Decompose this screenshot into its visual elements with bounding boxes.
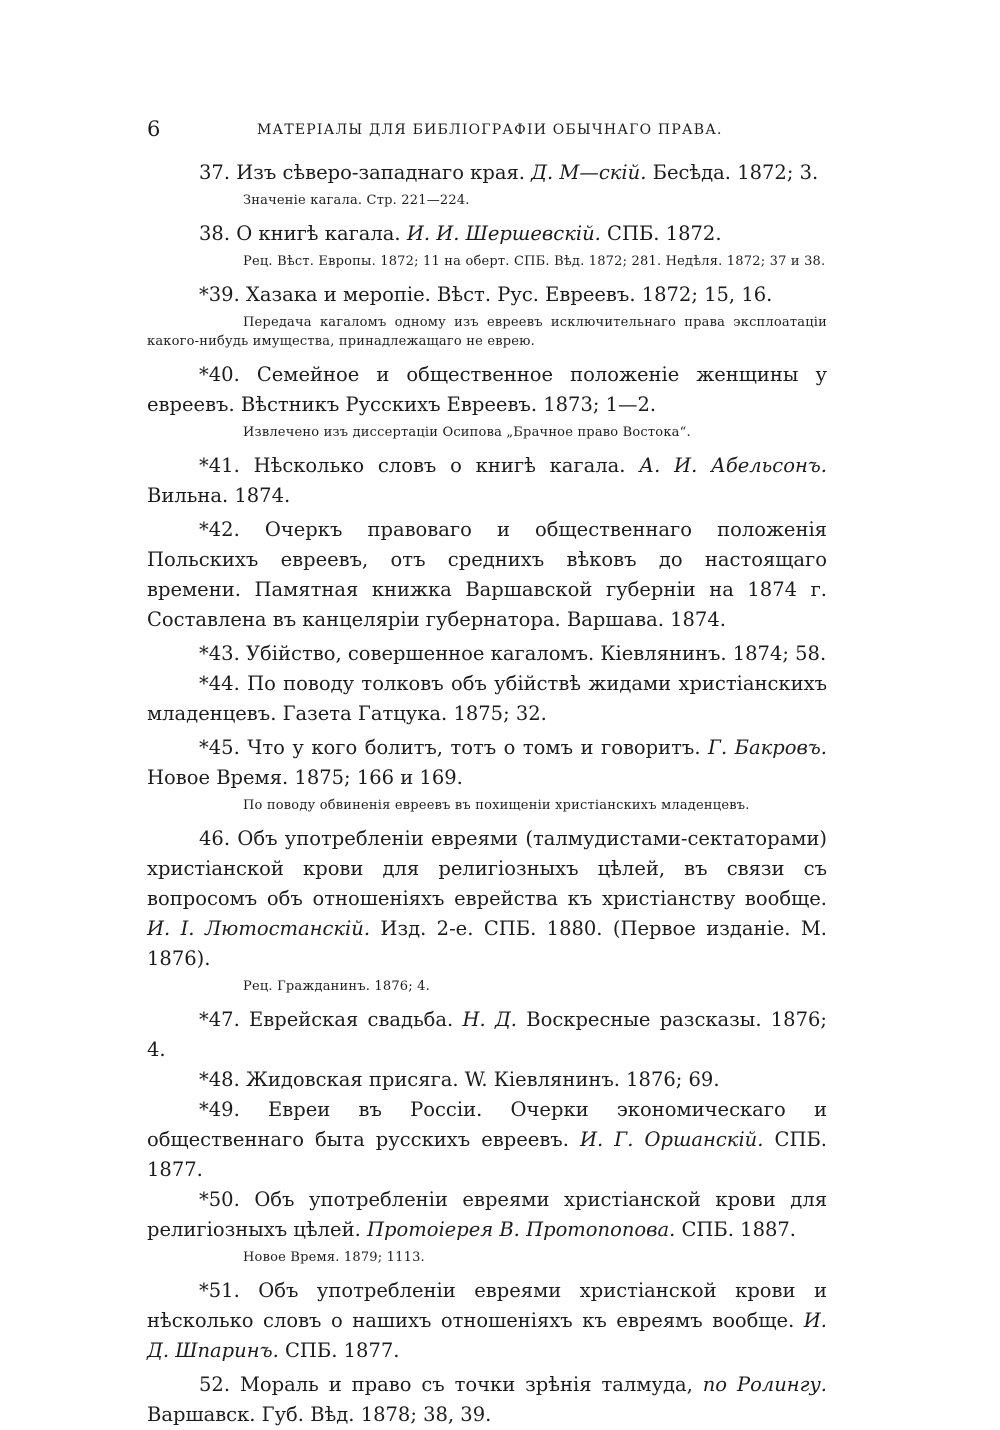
entry-author: Д. М—скій. — [531, 161, 647, 184]
entry-source: Варшавск. Губ. Вѣд. 1878; 38, 39. — [147, 1403, 492, 1426]
entry-number: *42. — [199, 518, 240, 541]
entry-text: Хазака и меропіе. Вѣст. Рус. Евреевъ. 1872; 15, 16. — [245, 283, 773, 306]
entry-text: О книгѣ кагала. — [236, 222, 407, 245]
entry-note: Новое Время. 1879; 1113. — [243, 1250, 425, 1265]
entry-text: Очеркъ правоваго и общественнаго положенія Польскихъ евреевъ, отъ среднихъ вѣковъ до настоящаго времени. Памятная книжка Варшавской губерніи на 1874 г. Составлена въ канцеляріи губернатора. Варшава. 1874. — [147, 518, 827, 631]
entry-38 — [147, 219, 827, 249]
entry-number: *51. — [199, 1279, 240, 1302]
entry-40 — [147, 360, 827, 420]
entry-42 — [147, 515, 827, 635]
entry-note: Извлечено изъ диссертаціи Осипова „Брачное право Востока“. — [243, 425, 691, 440]
entry-50 — [147, 1185, 827, 1245]
entry-author: И. Г. Оршанскій. — [580, 1128, 764, 1151]
entry-source: СПБ. 1877. — [147, 1128, 827, 1181]
entry-source: Новое Время. 1875; 166 и 169. — [147, 766, 463, 789]
entry-author: Протоіерея В. Протопопова. — [366, 1218, 676, 1241]
entry-note: Рец. Гражданинъ. 1876; 4. — [243, 979, 430, 994]
entry-text: Евреи въ Россіи. Очерки экономическаго и общественнаго быта русскихъ евреевъ. — [147, 1098, 828, 1151]
entry-39 — [147, 280, 827, 310]
entry-text: Мораль и право съ точки зрѣнія талмуда, — [239, 1373, 703, 1396]
entry-author: А. И. Абельсонъ. — [639, 454, 828, 477]
entry-46 — [147, 824, 827, 974]
entry-text: По поводу толковъ объ убійствѣ жидами христіанскихъ младенцевъ. Газета Гатцука. 1875; 32. — [147, 672, 827, 725]
entry-note: Значеніе кагала. Стр. 221—224. — [243, 193, 470, 208]
entry-author: Н. Д. — [462, 1008, 518, 1031]
entry-number: *45. — [199, 736, 240, 759]
entry-49 — [147, 1095, 827, 1185]
entry-number: 46. — [199, 827, 231, 850]
page-header — [147, 117, 827, 145]
entry-source: Бесѣда. 1872; 3. — [646, 161, 819, 184]
entry-number: *47. — [199, 1008, 240, 1031]
entry-source: СПБ. 1877. — [278, 1339, 400, 1362]
entry-37 — [147, 158, 827, 188]
entry-text: Нѣсколько словъ о книгѣ кагала. — [253, 454, 640, 477]
entry-source: СПБ. 1872. — [600, 222, 722, 245]
entry-47 — [147, 1005, 827, 1065]
entry-text: Объ употребленіи евреями (талмудистами-сектаторами) христіанской крови для религіозныхъ цѣлей, въ связи съ вопросомъ объ отношеніяхъ еврейства къ христіанству вообще. — [147, 827, 827, 910]
entry-text: Изъ сѣверо-западнаго края. — [236, 161, 532, 184]
entry-note: По поводу обвиненія евреевъ въ похищеніи христіанскихъ младенцевъ. — [243, 798, 750, 813]
entry-author: И. И. Шершевскій. — [406, 222, 601, 245]
entry-author: Г. Бакровъ. — [708, 736, 828, 759]
entry-text: Объ употребленіи евреями христіанской крови и нѣсколько словъ о нашихъ отношеніяхъ къ евреямъ вообще. — [147, 1279, 827, 1332]
entry-source: Вильна. 1874. — [147, 484, 291, 507]
entry-text: Жидовская присяга. W. Кіевлянинъ. 1876; 69. — [245, 1068, 720, 1091]
entry-source: Воскресные разсказы. 1876; 4. — [147, 1008, 827, 1061]
entry-author: И. І. Лютостанскій. — [147, 917, 371, 940]
entry-text: Объ употребленіи евреями христіанской крови для религіозныхъ цѣлей. — [147, 1188, 828, 1241]
entry-41 — [147, 451, 827, 511]
entry-author: И. Д. Шпаринъ. — [147, 1309, 827, 1362]
entry-number: *48. — [199, 1068, 240, 1091]
entry-52 — [147, 1370, 827, 1430]
entry-text: Что у кого болитъ, тотъ о томъ и говоритъ. — [247, 736, 709, 759]
entry-48 — [147, 1065, 827, 1095]
entry-source: СПБ. 1887. — [675, 1218, 796, 1241]
page-number: 6 — [147, 117, 161, 141]
entry-number: *39. — [199, 283, 240, 306]
entry-source: Изд. 2-е. СПБ. 1880. (Первое изданіе. М. 1876). — [147, 917, 827, 970]
entry-number: 37. — [199, 161, 231, 184]
entry-text: Еврейская свадьба. — [249, 1008, 463, 1031]
entry-number: *41. — [199, 454, 240, 477]
entry-number: 38. — [199, 222, 231, 245]
entry-44 — [147, 669, 827, 729]
entry-43 — [147, 639, 827, 669]
entry-note: Передача кагаломъ одному изъ евреевъ исключительнаго права эксплоатаціи какого-нибудь имущества, принадлежащаго не еврею. — [147, 315, 827, 349]
entry-number: *49. — [199, 1098, 240, 1121]
entry-45 — [147, 733, 827, 793]
entry-number: 52. — [199, 1373, 231, 1396]
running-title: МАТЕРІАЛЫ ДЛЯ БИБЛІОГРАФІИ ОБЫЧНАГО ПРАВА. — [257, 122, 723, 138]
entry-text: Убійство, совершенное кагаломъ. Кіевлянинъ. 1874; 58. — [245, 642, 827, 665]
entry-number: *50. — [199, 1188, 240, 1211]
entry-number: *40. — [199, 363, 240, 386]
entry-number: *44. — [199, 672, 240, 695]
entry-51 — [147, 1276, 827, 1366]
bibliography-list — [147, 158, 827, 1430]
entry-text: Семейное и общественное положеніе женщины у евреевъ. Вѣстникъ Русскихъ Евреевъ. 1873; 1—2. — [147, 363, 827, 416]
entry-note: Рец. Вѣст. Европы. 1872; 11 на оберт. СПБ. Вѣд. 1872; 281. Недѣля. 1872; 37 и 38. — [243, 254, 826, 269]
entry-number: *43. — [199, 642, 240, 665]
entry-author: по Ролингу. — [702, 1373, 827, 1396]
